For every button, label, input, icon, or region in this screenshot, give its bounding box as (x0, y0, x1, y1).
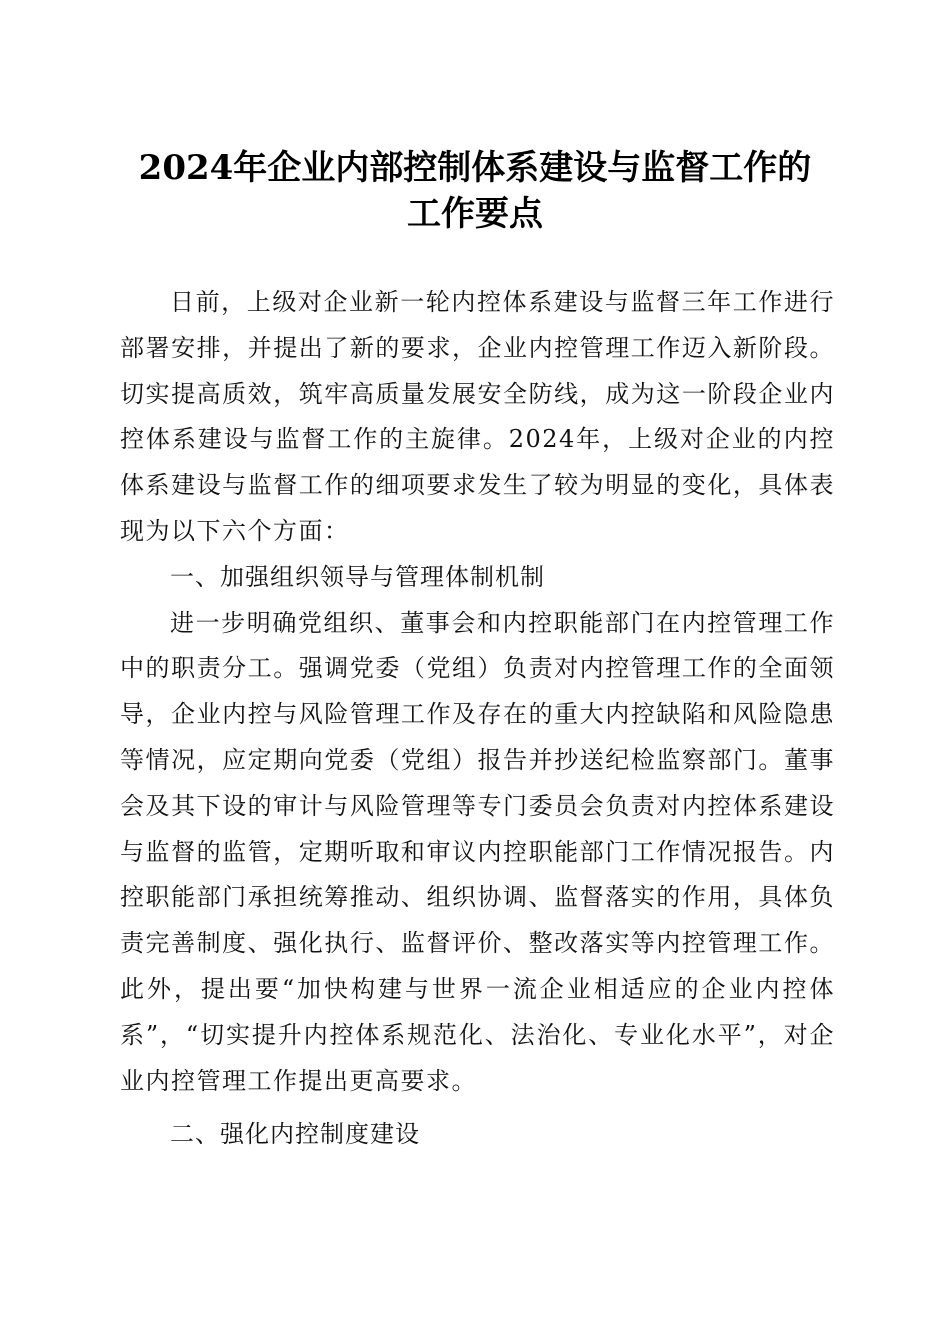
document-title-line-1: 2024年企业内部控制体系建设与监督工作的 (138, 148, 812, 188)
document-body (120, 280, 835, 1158)
section-1-paragraph: 进一步明确党组织、董事会和内控职能部门在内控管理工作中的职责分工。强调党委（党组）负责对内控管理工作的全面领导，企业内控与风险管理工作及存在的重大内控缺陷和风险隐患等情况，应定期向党委（党组）报告并抄送纪检监察部门。董事会及其下设的审计与风险管理等专门委员会负责对内控体系建设与监督的监管，定期听取和审议内控职能部门工作情况报告。内控职能部门承担统筹推动、组织协调、监督落实的作用，具体负责完善制度、强化执行、监督评价、整改落实等内控管理工作。此外，提出要“加快构建与世界一流企业相适应的企业内控体系”，“切实提升内控体系规范化、法治化、专业化水平”，对企业内控管理工作提出更高要求。 (120, 608, 835, 1095)
section-2-heading: 二、强化内控制度建设 (170, 1120, 420, 1149)
intro-paragraph: 日前，上级对企业新一轮内控体系建设与监督三年工作进行部署安排，并提出了新的要求，企业内控管理工作迈入新阶段。切实提高质效，筑牢高质量发展安全防线，成为这一阶段企业内控体系建设与监督工作的主旋律。2024年，上级对企业的内控体系建设与监督工作的细项要求发生了较为明显的变化，具体表现为以下六个方面： (120, 288, 835, 545)
section-1-heading: 一、加强组织领导与管理体制机制 (170, 562, 545, 591)
document-title-line-2: 工作要点 (407, 194, 543, 234)
